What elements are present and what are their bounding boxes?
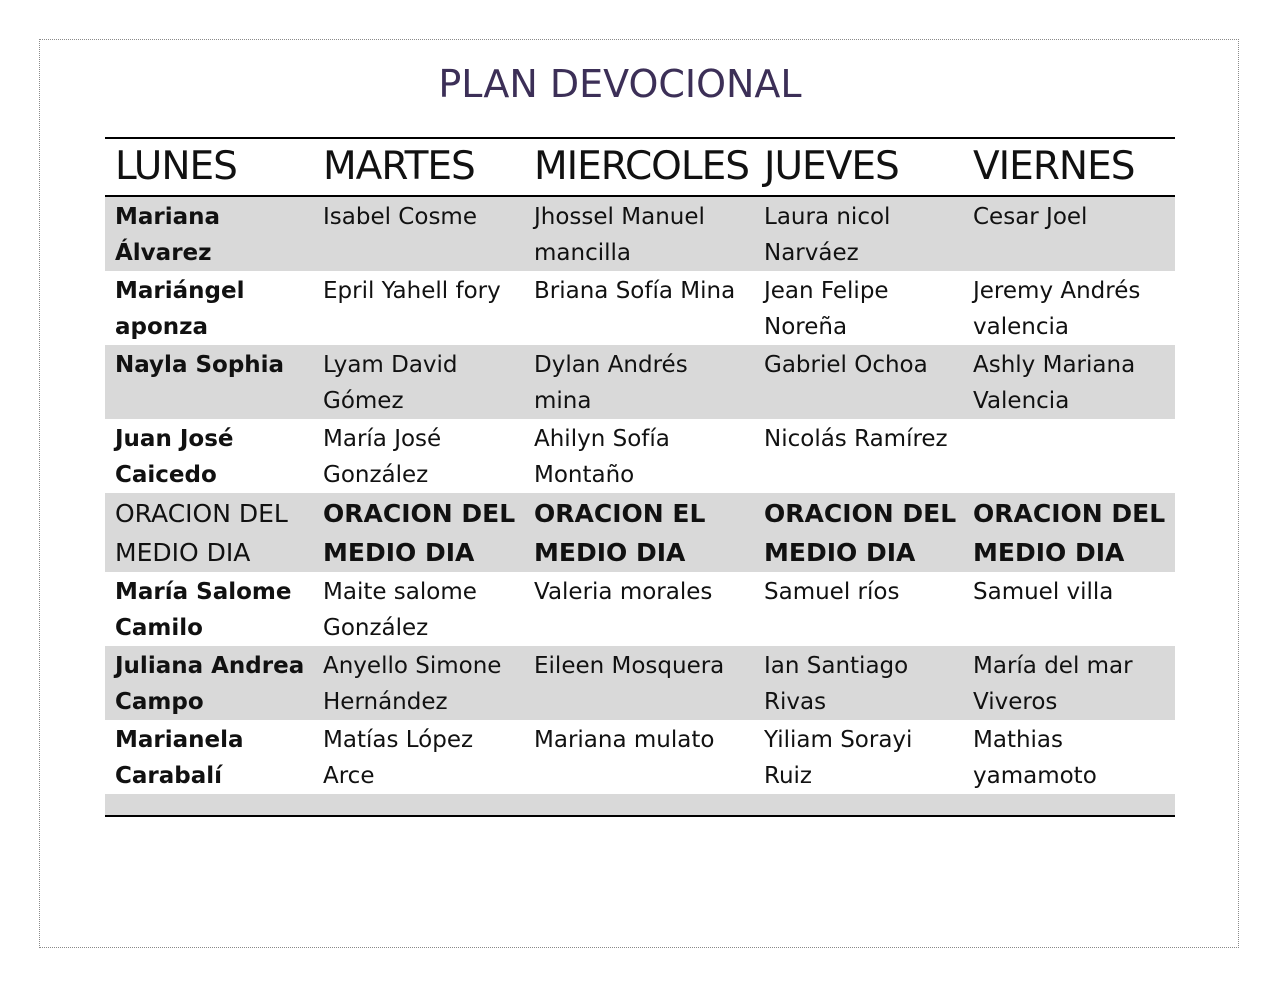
header-day-friday: VIERNES: [963, 138, 1175, 196]
table-cell: Juan José Caicedo: [115, 426, 234, 488]
table-cell: Anyello Simone Hernández: [313, 646, 524, 720]
table-cell: Nicolás Ramírez: [764, 426, 948, 452]
table-cell: Laura nicol Narváez: [754, 196, 963, 271]
table-row: [105, 646, 1175, 720]
table-row: [105, 271, 1175, 345]
table-cell: ORACION DEL MEDIO DIA: [313, 493, 524, 572]
table-cell: Jean Felipe Noreña: [764, 278, 889, 340]
table-cell: Valeria morales: [534, 579, 713, 605]
table-row: [105, 419, 1175, 493]
table-cell: Samuel ríos: [764, 579, 900, 605]
table-cell-empty: [963, 794, 1175, 816]
table-cell-empty: [754, 794, 963, 816]
table-row: [105, 196, 1175, 271]
table-cell: Dylan Andrés mina: [524, 345, 754, 419]
table-cell: Samuel villa: [973, 579, 1114, 605]
table-cell: Mariana Álvarez: [105, 196, 313, 271]
table-cell: María José González: [323, 426, 442, 488]
table-cell: ORACION DEL MEDIO DIA: [754, 493, 963, 572]
table-cell: Eileen Mosquera: [524, 646, 754, 720]
table-cell: Yiliam Sorayi Ruiz: [764, 727, 913, 789]
table-cell: Jhossel Manuel mancilla: [524, 196, 754, 271]
table-cell: Maite salome González: [323, 579, 477, 641]
header-day-wednesday: MIERCOLES: [524, 138, 754, 196]
header-day-thursday: JUEVES: [754, 138, 963, 196]
table-cell: Ian Santiago Rivas: [754, 646, 963, 720]
table-cell: Lyam David Gómez: [313, 345, 524, 419]
table-end-row: [105, 794, 1175, 816]
table-cell: María Salome Camilo: [115, 579, 292, 641]
table-cell: ORACION EL MEDIO DIA: [524, 493, 754, 572]
table-cell: [963, 419, 1175, 493]
table-cell: Marianela Carabalí: [115, 727, 244, 789]
table-cell: ORACION DEL MEDIO DIA: [963, 493, 1175, 572]
prayer-row: [105, 493, 1175, 572]
table-cell-empty: [105, 794, 313, 816]
table-cell: Jeremy Andrés valencia: [973, 278, 1141, 340]
table-cell: Isabel Cosme: [313, 196, 524, 271]
table-cell: Ahilyn Sofía Montaño: [534, 426, 670, 488]
schedule-body: [105, 196, 1175, 816]
table-cell: Juliana Andrea Campo: [105, 646, 313, 720]
table-cell: Matías López Arce: [323, 727, 474, 789]
table-cell-empty: [524, 794, 754, 816]
table-cell: Cesar Joel: [963, 196, 1175, 271]
table-row: [105, 572, 1175, 646]
header-day-monday: LUNES: [105, 138, 313, 196]
table-row: [105, 345, 1175, 419]
table-cell: Mariana mulato: [534, 727, 715, 753]
table-cell: Gabriel Ochoa: [754, 345, 963, 419]
document-title: PLAN DEVOCIONAL: [438, 62, 802, 106]
header-day-tuesday: MARTES: [313, 138, 524, 196]
table-cell: Mathias yamamoto: [973, 727, 1097, 789]
table-cell: Briana Sofía Mina: [534, 278, 736, 304]
table-cell: Mariángel aponza: [115, 278, 245, 340]
table-cell: Epril Yahell fory: [323, 278, 501, 304]
header-row: [105, 138, 1175, 196]
table-cell: Ashly Mariana Valencia: [963, 345, 1175, 419]
table-cell-empty: [313, 794, 524, 816]
devotional-schedule-table: [105, 137, 1175, 817]
table-cell: María del mar Viveros: [963, 646, 1175, 720]
table-row: [105, 720, 1175, 794]
table-cell: ORACION DEL MEDIO DIA: [105, 493, 313, 572]
table-cell: Nayla Sophia: [105, 345, 313, 419]
